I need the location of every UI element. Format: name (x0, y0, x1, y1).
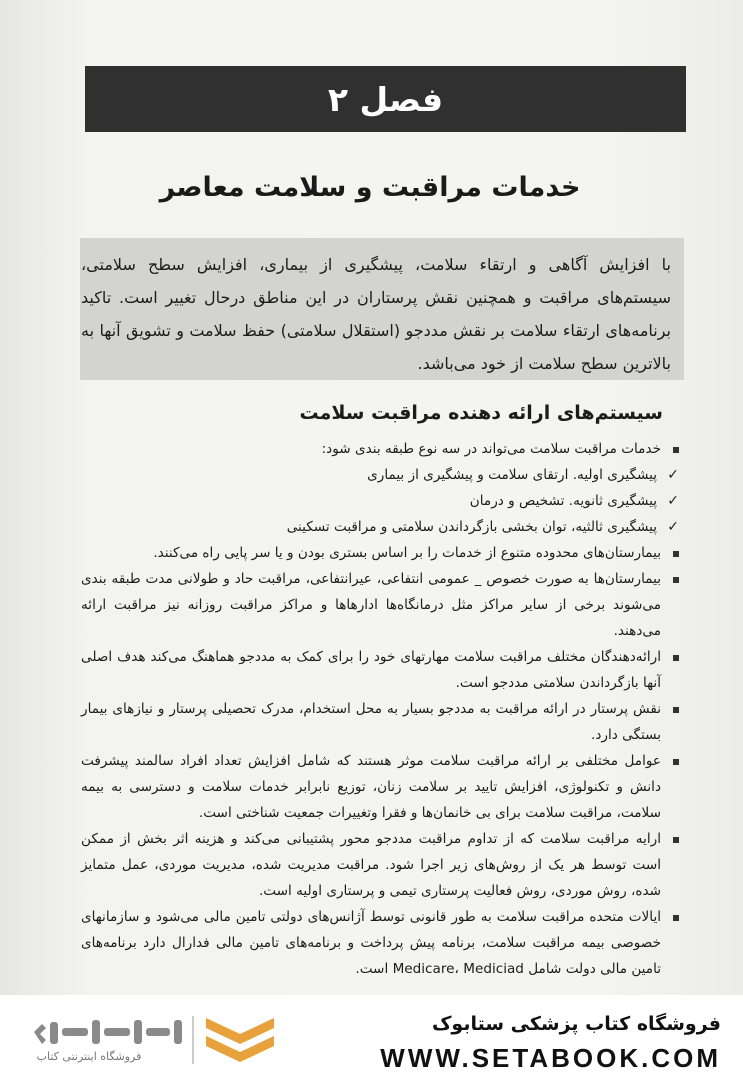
list-item (81, 566, 681, 644)
check-icon: ✓ (667, 519, 679, 535)
list-item (81, 488, 681, 514)
chapter-banner (85, 66, 686, 132)
chapter-label: فصل ۲ (327, 79, 444, 119)
list-item-text: ارائه‌دهندگان مختلف مراقبت سلامت مهارتهای خود را برای کمک به مددجو هماهنگ می‌کند هدف اصلی آنها بازگرداندن سلامتی مددجو است. (81, 649, 661, 691)
square-bullet-icon (673, 759, 679, 765)
square-bullet-icon (673, 915, 679, 921)
square-bullet-icon (673, 655, 679, 661)
check-icon: ✓ (667, 493, 679, 509)
list-item (81, 696, 681, 748)
list-item-text: بیمارستان‌های محدوده متنوع از خدمات را بر اساس بستری بودن و یا سر پایی راه می‌کنند. (153, 545, 661, 561)
list-item-text: پیشگیری اولیه. ارتقای سلامت و پیشگیری از بیماری (367, 467, 657, 483)
website-url[interactable]: WWW.SETABOOK.COM (380, 1043, 721, 1073)
list-item (81, 748, 681, 826)
list-item-text: بیمارستان‌ها به صورت خصوص _ عمومی انتفاعی، عیرانتفاعی، مراقبت حاد و طولانی مدت طبقه بندی می‌شوند برخی از سایر مراکز مثل درمانگاه‌ها ادارها‌ها و مراکز مراقبت روزانه نیز مراقبت ارائه می‌دهند. (81, 571, 661, 639)
list-item (81, 540, 681, 566)
list-item (81, 436, 681, 462)
logo-subtitle: فروشگاه اینترنتی کتاب (36, 1050, 142, 1063)
square-bullet-icon (673, 447, 679, 453)
section-heading: سیستم‌های ارائه دهنده مراقبت سلامت (299, 402, 663, 424)
square-bullet-icon (673, 837, 679, 843)
list-item (81, 514, 681, 540)
list-item-text: پیشگیری ثانویه. تشخیص و درمان (469, 493, 657, 509)
list-item (81, 904, 681, 982)
list-item-text: نقش پرستار در ارائه مراقبت به مددجو بسیار به محل استخدام، مدرک تحصیلی پرستار و نیازهای بیمار بستگی دارد. (81, 701, 661, 743)
square-bullet-icon (673, 551, 679, 557)
check-icon: ✓ (667, 467, 679, 483)
list-item-text: ایالات متحده مراقبت سلامت به طور قانونی توسط آژانس‌های دولتی تامین مالی می‌شود و سازمانهای خصوصی بیمه مراقبت سلامت، برنامه پیش پرداخت و برنامه‌های تامین مالی فدارال دارد برنامه‌های تامین مالی دولت شامل Medicare، Mediciad است. (81, 909, 661, 977)
store-name: فروشگاه کتاب پزشکی ستابوک (431, 1013, 721, 1035)
list-item-text: پیشگیری ثالثیه، توان بخشی بازگرداندن سلامتی و مراقبت تسکینی (286, 519, 657, 535)
bullet-list (81, 436, 681, 982)
square-bullet-icon (673, 707, 679, 713)
square-bullet-icon (673, 577, 679, 583)
list-item-text: خدمات مراقبت سلامت می‌تواند در سه نوع طبقه بندی شود: (321, 441, 661, 457)
list-item-text: ارایه مراقبت سلامت که از تداوم مراقبت مددجو محور پشتیبانی می‌کند و هزینه اثر بخش از ممکن است توسط هر یک از روش‌های زیر اجرا شود. مراقبت مدیریت شده، مدیریت موردی، عمل متمایز شده، روش موردی، روش فعالیت پرستاری تیمی و پرستاری اولیه است. (81, 831, 661, 899)
list-item (81, 462, 681, 488)
list-item-text: عوامل مختلفی بر ارائه مراقبت سلامت موثر هستند که شامل افزایش تعداد افراد سالمند پیشرفت دانش و تکنولوژی، افزایش تایید بر سلامت زنان، توزیع نابرابر خدمات سلامت و دسترسی به بیمه سلامت، مراقبت سلامت برای بی خانمان‌ها و فقرا وتغییرات جمعیت شناختی است. (81, 753, 661, 821)
list-item (81, 826, 681, 904)
intro-paragraph: با افزایش آگاهی و ارتقاء سلامت، پیشگیری از بیماری، افزایش سطح سلامتی، سیستم‌های مراقبت و همچنین نقش پرستاران در این مناطق درحال تغییر است. تاکید برنامه‌های ارتقاء سلامت بر نقش مددجو (استقلال سلامتی) حفظ سلامت و تشویق آنها به بالاترین سطح سلامت از خود می‌باشد. (81, 255, 671, 373)
chapter-title: خدمات مراقبت و سلامت معاصر (159, 172, 581, 203)
list-item (81, 644, 681, 696)
